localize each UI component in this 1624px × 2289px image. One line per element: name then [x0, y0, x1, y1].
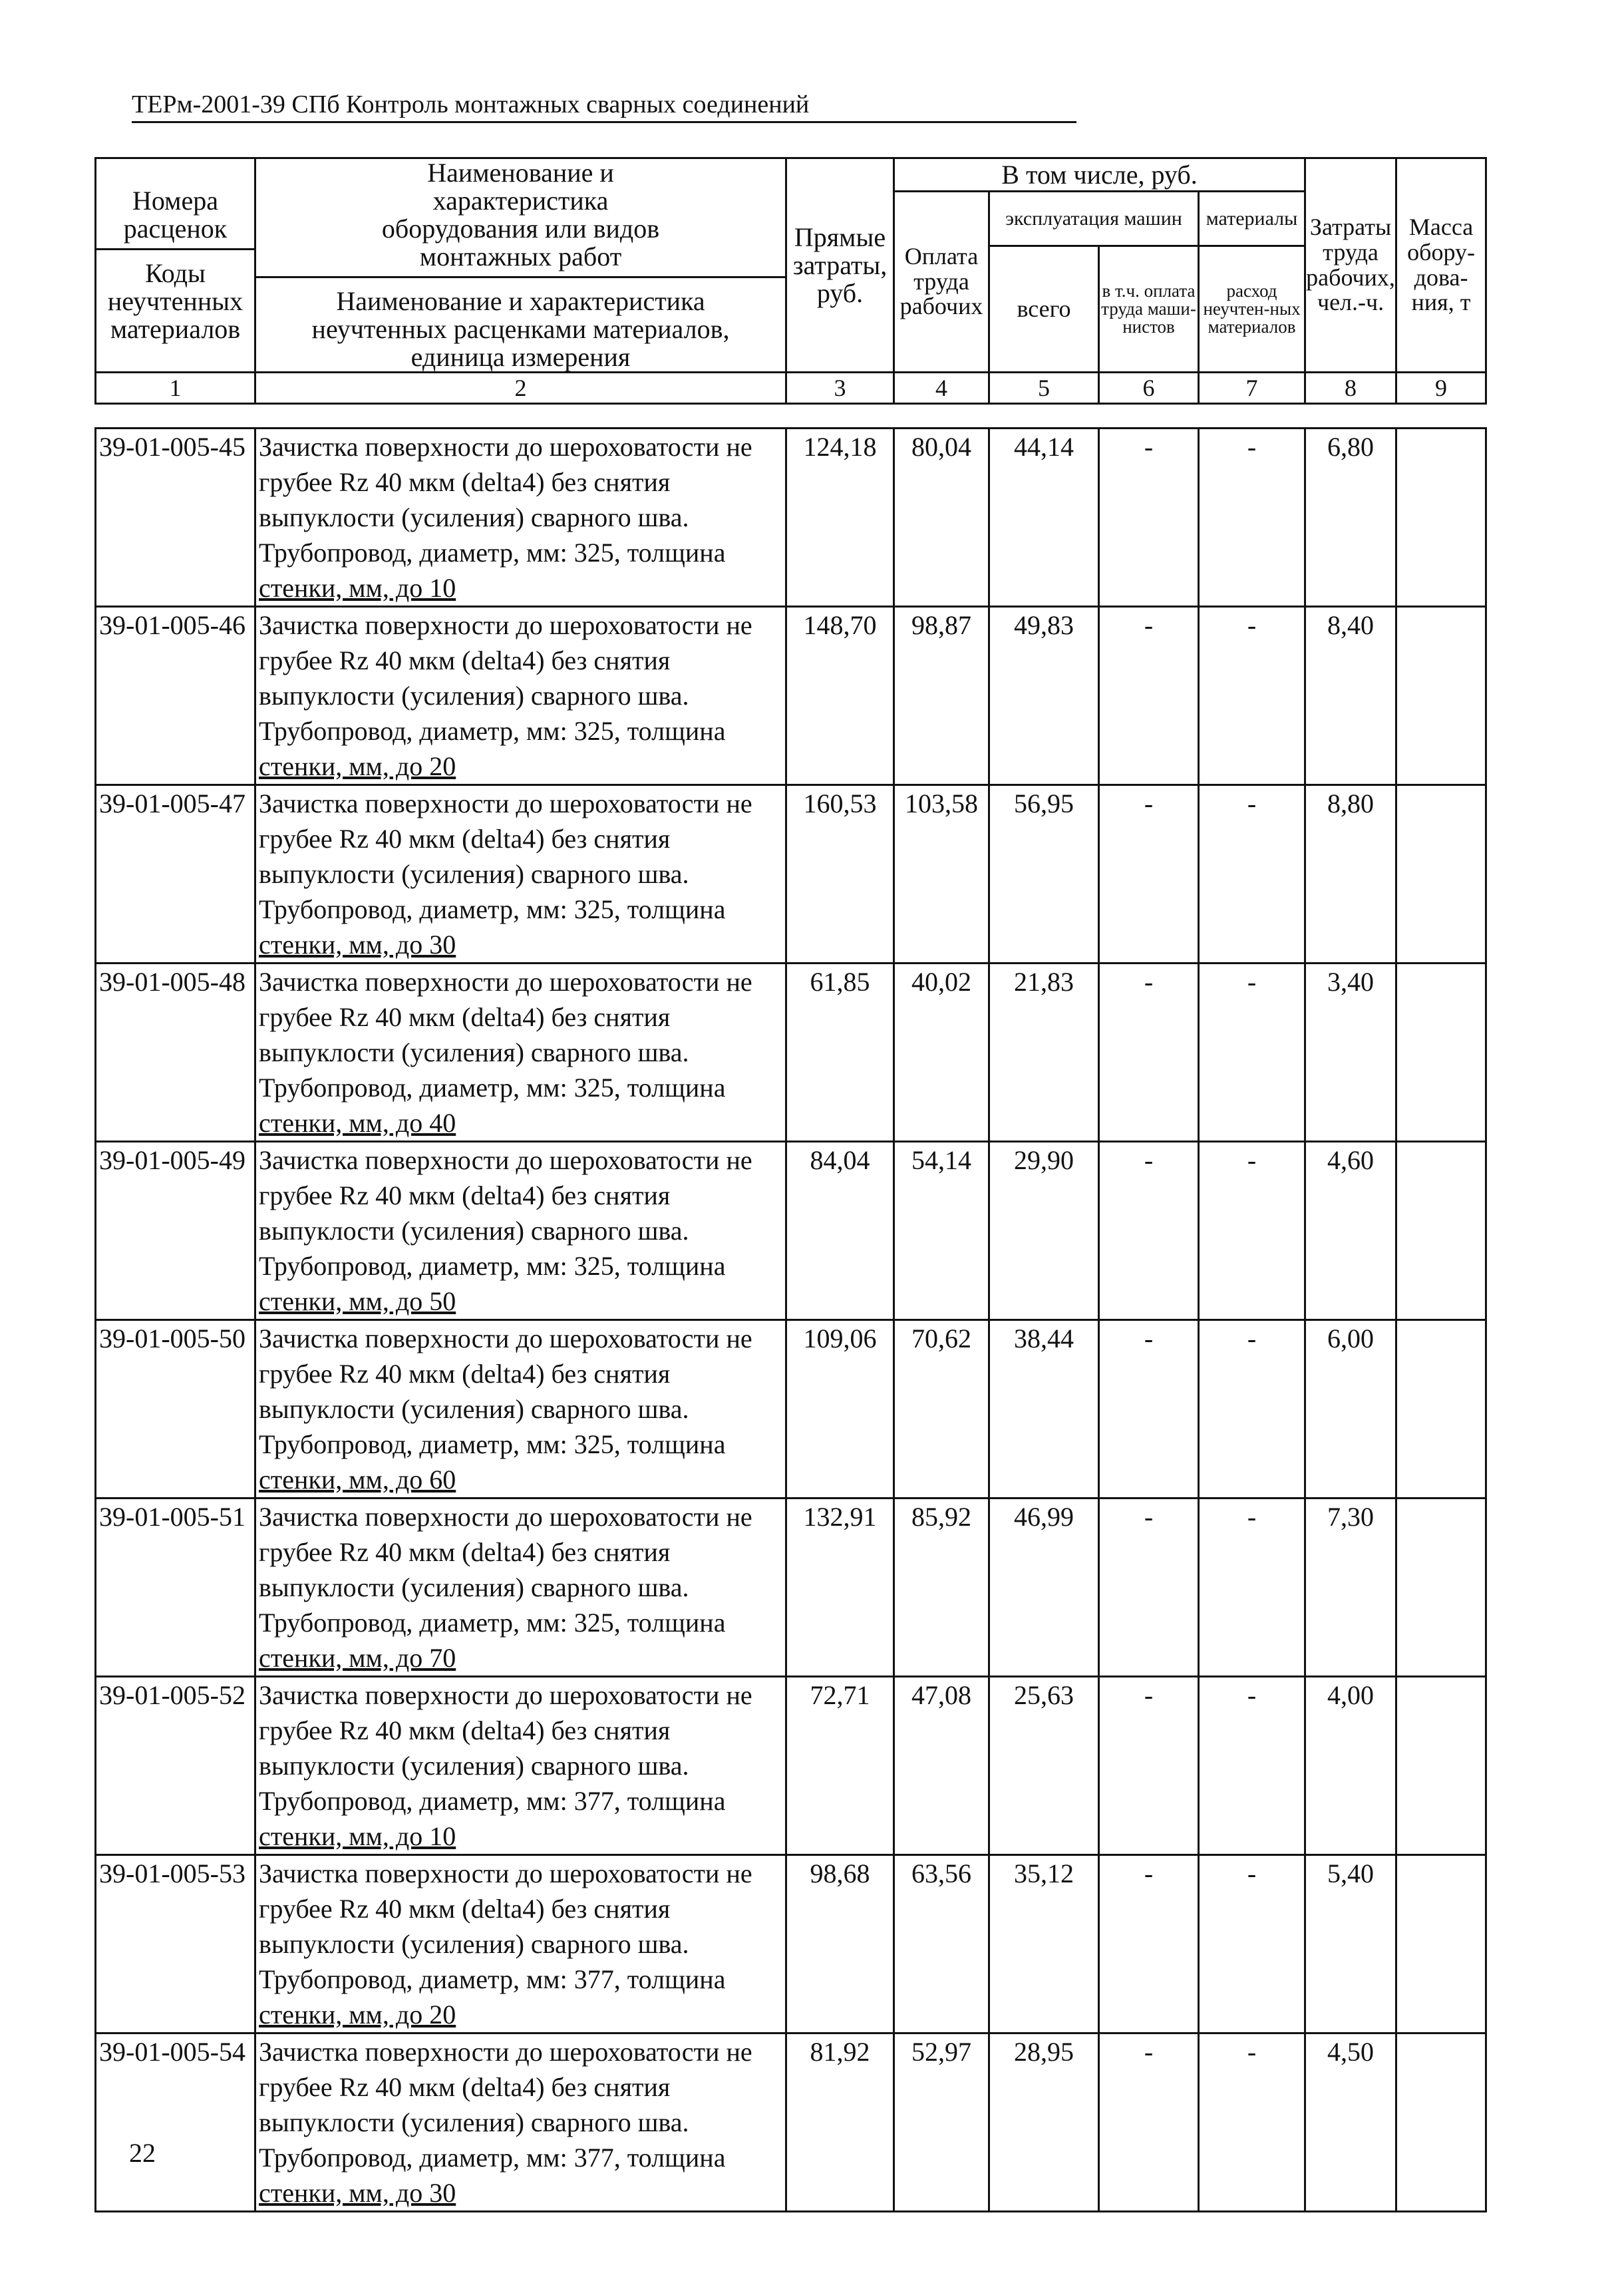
column-number: 4 [894, 373, 989, 404]
machinists-pay: - [1099, 1498, 1199, 1677]
work-description [255, 2033, 786, 2212]
rate-code: 39-01-005-51 [96, 1498, 255, 1677]
col2-header-bottom: Наименование и характеристика неучтенных расценками материалов, единица измерения [254, 276, 787, 371]
machines-header: эксплуатация машин [989, 192, 1199, 246]
table-row [96, 429, 1486, 607]
work-description [255, 1855, 786, 2033]
description-line: Зачистка поверхности до шероховатости не [259, 1145, 752, 1175]
labor-hours: 4,60 [1305, 1142, 1396, 1320]
machinists-pay: - [1099, 1677, 1199, 1855]
column-number: 8 [1305, 373, 1396, 404]
labor-pay: 40,02 [894, 964, 989, 1142]
materials-header: материалы [1199, 192, 1305, 246]
col2-header [255, 158, 786, 373]
direct-costs: 72,71 [786, 1677, 894, 1855]
description-line: Трубопровод, диаметр, мм: 377, толщина [259, 1786, 726, 1816]
labor-hours: 4,00 [1305, 1677, 1396, 1855]
equipment-mass [1396, 1677, 1486, 1855]
machinists-pay: - [1099, 964, 1199, 1142]
description-line: Трубопровод, диаметр, мм: 377, толщина [259, 1964, 726, 1994]
table-row [96, 964, 1486, 1142]
equipment-mass [1396, 429, 1486, 607]
materials-cost: - [1199, 1498, 1305, 1677]
rate-code: 39-01-005-53 [96, 1855, 255, 2033]
machines-total: 25,63 [989, 1677, 1099, 1855]
column-number: 7 [1199, 373, 1305, 404]
labor-pay: 47,08 [894, 1677, 989, 1855]
labor-hours: 5,40 [1305, 1855, 1396, 2033]
description-line: грубее Rz 40 мкм (delta4) без снятия [259, 1180, 671, 1210]
description-line: Зачистка поверхности до шероховатости не [259, 1858, 752, 1888]
description-line: стенки, мм, до 30 [259, 930, 456, 960]
column-number: 1 [96, 373, 255, 404]
description-line: стенки, мм, до 30 [259, 2178, 456, 2208]
labor-pay: 85,92 [894, 1498, 989, 1677]
column-numbers-row [96, 373, 1486, 404]
rate-code: 39-01-005-46 [96, 607, 255, 785]
description-line: стенки, мм, до 50 [259, 1286, 456, 1316]
machinists-pay: - [1099, 785, 1199, 964]
description-line: Зачистка поверхности до шероховатости не [259, 610, 752, 640]
labor-pay: 70,62 [894, 1320, 989, 1498]
description-line: грубее Rz 40 мкм (delta4) без снятия [259, 1894, 671, 1924]
col1-header [96, 158, 255, 373]
description-line: стенки, мм, до 70 [259, 1643, 456, 1673]
work-description [255, 1320, 786, 1498]
work-description [255, 607, 786, 785]
table-body [96, 429, 1486, 2212]
col5-header: всего [989, 246, 1099, 373]
description-line: Зачистка поверхности до шероховатости не [259, 789, 752, 818]
description-line: выпуклости (усиления) сварного шва. [259, 859, 689, 889]
page-number: 22 [129, 2138, 156, 2168]
machinists-pay: - [1099, 1855, 1199, 2033]
equipment-mass [1396, 607, 1486, 785]
column-number: 9 [1396, 373, 1486, 404]
machines-total: 49,83 [989, 607, 1099, 785]
running-head: ТЕРм-2001-39 СПб Контроль монтажных сварных соединений [132, 89, 1076, 123]
direct-costs: 148,70 [786, 607, 894, 785]
column-number: 3 [786, 373, 894, 404]
description-line: выпуклости (усиления) сварного шва. [259, 1037, 689, 1067]
col9-header: Масса обору-дова-ния, т [1396, 158, 1486, 373]
equipment-mass [1396, 785, 1486, 964]
description-line: Трубопровод, диаметр, мм: 325, толщина [259, 1251, 726, 1281]
description-line: Трубопровод, диаметр, мм: 325, толщина [259, 1429, 726, 1459]
description-line: грубее Rz 40 мкм (delta4) без снятия [259, 1537, 671, 1567]
machines-total: 28,95 [989, 2033, 1099, 2212]
description-line: Зачистка поверхности до шероховатости не [259, 967, 752, 997]
column-number: 5 [989, 373, 1099, 404]
labor-hours: 8,80 [1305, 785, 1396, 964]
description-line: выпуклости (усиления) сварного шва. [259, 1572, 689, 1602]
direct-costs: 132,91 [786, 1498, 894, 1677]
rates-table [94, 427, 1487, 2212]
work-description [255, 1498, 786, 1677]
col8-header: Затраты труда рабочих, чел.-ч. [1305, 158, 1396, 373]
description-line: Зачистка поверхности до шероховатости не [259, 432, 752, 462]
description-line: выпуклости (усиления) сварного шва. [259, 1751, 689, 1781]
description-line: стенки, мм, до 10 [259, 1821, 456, 1851]
description-line: Зачистка поверхности до шероховатости не [259, 1502, 752, 1532]
description-line: Трубопровод, диаметр, мм: 377, толщина [259, 2143, 726, 2173]
machines-total: 44,14 [989, 429, 1099, 607]
work-description [255, 429, 786, 607]
equipment-mass [1396, 1142, 1486, 1320]
labor-hours: 3,40 [1305, 964, 1396, 1142]
rate-code: 39-01-005-49 [96, 1142, 255, 1320]
description-line: стенки, мм, до 40 [259, 1108, 456, 1138]
work-description [255, 1142, 786, 1320]
description-line: грубее Rz 40 мкм (delta4) без снятия [259, 1715, 671, 1745]
description-line: Трубопровод, диаметр, мм: 325, толщина [259, 716, 726, 746]
labor-hours: 6,00 [1305, 1320, 1396, 1498]
machinists-pay: - [1099, 1320, 1199, 1498]
machinists-pay: - [1099, 2033, 1199, 2212]
direct-costs: 84,04 [786, 1142, 894, 1320]
labor-pay: 54,14 [894, 1142, 989, 1320]
description-line: стенки, мм, до 20 [259, 2000, 456, 2029]
labor-hours: 6,80 [1305, 429, 1396, 607]
materials-cost: - [1199, 607, 1305, 785]
equipment-mass [1396, 1855, 1486, 2033]
table-row [96, 1498, 1486, 1677]
direct-costs: 81,92 [786, 2033, 894, 2212]
equipment-mass [1396, 1320, 1486, 1498]
col1-header-top: Номера расценок [123, 186, 228, 244]
description-line: Зачистка поверхности до шероховатости не [259, 1323, 752, 1353]
description-line: грубее Rz 40 мкм (delta4) без снятия [259, 1002, 671, 1032]
materials-cost: - [1199, 1855, 1305, 2033]
labor-pay: 63,56 [894, 1855, 989, 2033]
description-line: выпуклости (усиления) сварного шва. [259, 502, 689, 532]
description-line: стенки, мм, до 60 [259, 1465, 456, 1495]
work-description [255, 964, 786, 1142]
machines-total: 38,44 [989, 1320, 1099, 1498]
description-line: грубее Rz 40 мкм (delta4) без снятия [259, 824, 671, 854]
description-line: грубее Rz 40 мкм (delta4) без снятия [259, 645, 671, 675]
description-line: Зачистка поверхности до шероховатости не [259, 2037, 752, 2067]
description-line: грубее Rz 40 мкм (delta4) без снятия [259, 467, 671, 497]
materials-cost: - [1199, 1142, 1305, 1320]
rate-code: 39-01-005-54 [96, 2033, 255, 2212]
direct-costs: 109,06 [786, 1320, 894, 1498]
description-line: Зачистка поверхности до шероховатости не [259, 1680, 752, 1710]
materials-cost: - [1199, 785, 1305, 964]
table-row [96, 785, 1486, 964]
materials-cost: - [1199, 1677, 1305, 1855]
equipment-mass [1396, 2033, 1486, 2212]
description-line: Трубопровод, диаметр, мм: 325, толщина [259, 1608, 726, 1638]
col6-header: в т.ч. оплата труда маши-нистов [1099, 246, 1199, 373]
table-row [96, 2033, 1486, 2212]
materials-cost: - [1199, 2033, 1305, 2212]
equipment-mass [1396, 964, 1486, 1142]
direct-costs: 61,85 [786, 964, 894, 1142]
materials-cost: - [1199, 1320, 1305, 1498]
machines-total: 35,12 [989, 1855, 1099, 2033]
table-row [96, 607, 1486, 785]
direct-costs: 98,68 [786, 1855, 894, 2033]
work-description [255, 1677, 786, 1855]
col1-header-bottom: Коды неучтенных материалов [94, 248, 256, 343]
description-line: Трубопровод, диаметр, мм: 325, толщина [259, 894, 726, 924]
machines-total: 56,95 [989, 785, 1099, 964]
materials-cost: - [1199, 429, 1305, 607]
labor-pay: 80,04 [894, 429, 989, 607]
rate-code: 39-01-005-52 [96, 1677, 255, 1855]
machinists-pay: - [1099, 429, 1199, 607]
work-description [255, 785, 786, 964]
table-row [96, 1320, 1486, 1498]
machines-total: 46,99 [989, 1498, 1099, 1677]
description-line: Трубопровод, диаметр, мм: 325, толщина [259, 538, 726, 568]
labor-hours: 8,40 [1305, 607, 1396, 785]
group-header: В том числе, руб. [894, 158, 1305, 192]
rate-code: 39-01-005-45 [96, 429, 255, 607]
description-line: стенки, мм, до 20 [259, 751, 456, 781]
description-line: выпуклости (усиления) сварного шва. [259, 1216, 689, 1246]
machines-total: 21,83 [989, 964, 1099, 1142]
machinists-pay: - [1099, 1142, 1199, 1320]
machines-total: 29,90 [989, 1142, 1099, 1320]
labor-hours: 4,50 [1305, 2033, 1396, 2212]
labor-pay: 103,58 [894, 785, 989, 964]
col3-header: Прямые затраты, руб. [786, 158, 894, 373]
table-row [96, 1142, 1486, 1320]
description-line: выпуклости (усиления) сварного шва. [259, 1929, 689, 1959]
rate-code: 39-01-005-47 [96, 785, 255, 964]
description-line: выпуклости (усиления) сварного шва. [259, 2107, 689, 2137]
direct-costs: 160,53 [786, 785, 894, 964]
table-row [96, 1855, 1486, 2033]
labor-pay: 98,87 [894, 607, 989, 785]
description-line: Трубопровод, диаметр, мм: 325, толщина [259, 1073, 726, 1103]
table-header [94, 157, 1487, 405]
column-number: 2 [255, 373, 786, 404]
col7-header: расход неучтен-ных материалов [1199, 246, 1305, 373]
direct-costs: 124,18 [786, 429, 894, 607]
description-line: выпуклости (усиления) сварного шва. [259, 681, 689, 711]
description-line: выпуклости (усиления) сварного шва. [259, 1394, 689, 1424]
materials-cost: - [1199, 964, 1305, 1142]
labor-hours: 7,30 [1305, 1498, 1396, 1677]
rate-code: 39-01-005-48 [96, 964, 255, 1142]
col4-header: Оплата труда рабочих [894, 192, 989, 373]
table-row [96, 1677, 1486, 1855]
column-number: 6 [1099, 373, 1199, 404]
description-line: грубее Rz 40 мкм (delta4) без снятия [259, 1359, 671, 1389]
description-line: грубее Rz 40 мкм (delta4) без снятия [259, 2072, 671, 2102]
machinists-pay: - [1099, 607, 1199, 785]
description-line: стенки, мм, до 10 [259, 573, 456, 603]
rate-code: 39-01-005-50 [96, 1320, 255, 1498]
col2-header-top: Наименование и характеристика оборудования или видов монтажных работ [381, 158, 660, 271]
labor-pay: 52,97 [894, 2033, 989, 2212]
equipment-mass [1396, 1498, 1486, 1677]
